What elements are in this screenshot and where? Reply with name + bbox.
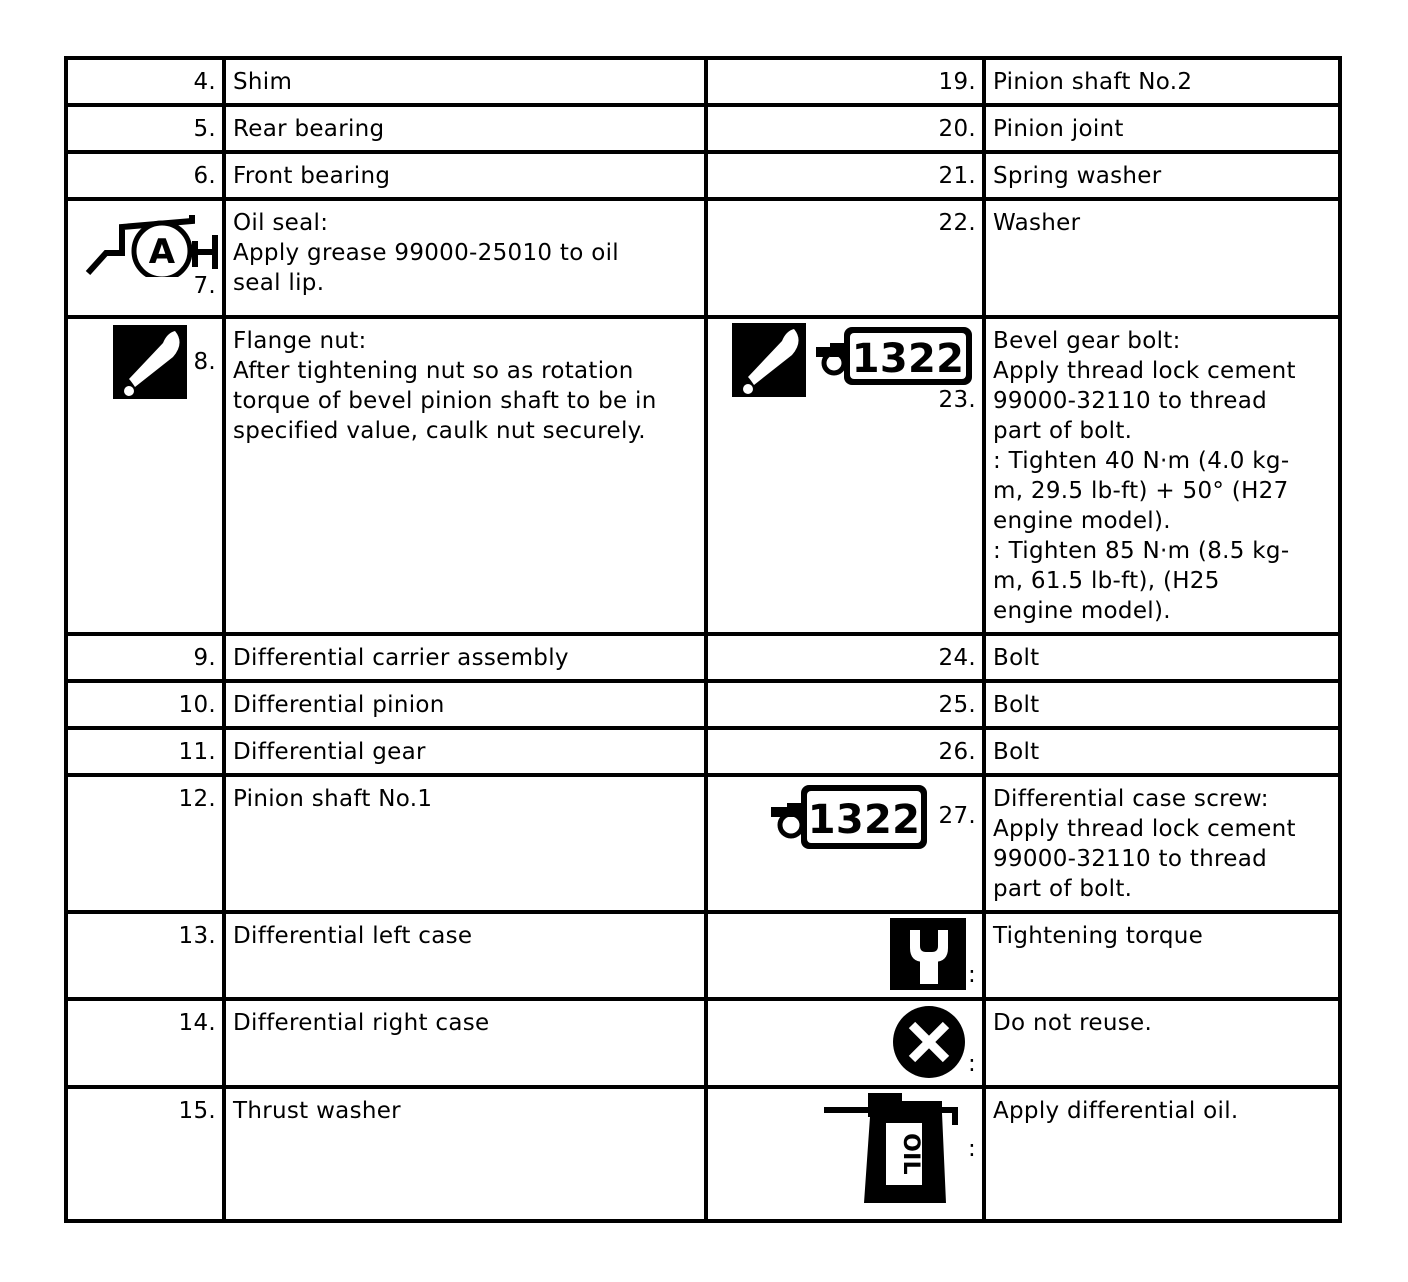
- item-number-cell: [706, 775, 984, 912]
- thread-lock-cement-icon: [765, 781, 931, 853]
- table-row: [66, 912, 1340, 999]
- item-description: Bolt: [984, 634, 1340, 681]
- wrench-icon: [890, 918, 966, 990]
- item-number: 23.: [938, 387, 976, 413]
- item-description: Tightening torque: [984, 912, 1340, 999]
- item-number: 15.: [66, 1087, 224, 1221]
- item-number: 27.: [938, 803, 976, 829]
- item-number: 9.: [66, 634, 224, 681]
- table-row: [66, 105, 1340, 152]
- item-number: 25.: [706, 681, 984, 728]
- item-description: Differential left case: [224, 912, 706, 999]
- item-description: Pinion joint: [984, 105, 1340, 152]
- item-number: 13.: [66, 912, 224, 999]
- parts-legend-table: [64, 56, 1342, 1223]
- item-number: 20.: [706, 105, 984, 152]
- thread-lock-cement-icon: [810, 323, 976, 389]
- table-row: [66, 199, 1340, 317]
- svg-text:1322: 1322: [851, 336, 965, 382]
- item-number: 10.: [66, 681, 224, 728]
- caulk-icon: [113, 325, 187, 399]
- item-number: 11.: [66, 728, 224, 775]
- item-number: 22.: [706, 199, 984, 317]
- item-description: Differential gear: [224, 728, 706, 775]
- legend-symbol-cell: [706, 912, 984, 999]
- svg-text:1322: 1322: [807, 797, 920, 843]
- item-description: Differential right case: [224, 999, 706, 1087]
- item-number: 4.: [66, 58, 224, 105]
- item-description: Bolt: [984, 681, 1340, 728]
- item-number-cell: [66, 199, 224, 317]
- item-description: Bevel gear bolt: Apply thread lock cement 99000-32110 to thread part of bolt. : Tighten 40 N·m (4.0 kg- m, 29.5 lb-ft) + 50° (H27 engine model). : Tighten 85 N·m (8.5 kg- m, 61.5 lb-ft), (H25 engine model).: [984, 317, 1340, 634]
- item-description: Shim: [224, 58, 706, 105]
- item-description: Thrust washer: [224, 1087, 706, 1221]
- grease-apply-icon: [84, 205, 220, 277]
- table-row: [66, 152, 1340, 199]
- svg-text:OIL: OIL: [897, 1133, 923, 1175]
- item-number: 6.: [66, 152, 224, 199]
- item-number: 7.: [193, 273, 216, 299]
- table-row: [66, 999, 1340, 1087]
- item-description: Oil seal: Apply grease 99000-25010 to oil seal lip.: [224, 199, 706, 317]
- table-row: [66, 317, 1340, 634]
- item-description: Differential carrier assembly: [224, 634, 706, 681]
- svg-text:A: A: [148, 232, 176, 272]
- item-description: Rear bearing: [224, 105, 706, 152]
- item-description: Spring washer: [984, 152, 1340, 199]
- item-number: 19.: [706, 58, 984, 105]
- item-description: Apply differential oil.: [984, 1087, 1340, 1221]
- legend-symbol-cell: [706, 999, 984, 1087]
- item-description: Flange nut: After tightening nut so as rotation torque of bevel pinion shaft to be in specified value, caulk nut securely.: [224, 317, 706, 634]
- oil-can-icon: [824, 1091, 966, 1207]
- item-description: Do not reuse.: [984, 999, 1340, 1087]
- table-row: [66, 728, 1340, 775]
- table-row: [66, 634, 1340, 681]
- item-number-cell: [66, 317, 224, 634]
- table-row: [66, 775, 1340, 912]
- item-description: Differential case screw: Apply thread lock cement 99000-32110 to thread part of bolt.: [984, 775, 1340, 912]
- item-description: Differential pinion: [224, 681, 706, 728]
- item-description: Washer: [984, 199, 1340, 317]
- do-not-reuse-icon: [892, 1005, 966, 1079]
- item-number: 21.: [706, 152, 984, 199]
- item-number: 26.: [706, 728, 984, 775]
- table-row: [66, 681, 1340, 728]
- symbol-colon: :: [967, 1136, 976, 1162]
- symbol-colon: :: [967, 962, 976, 988]
- item-number: 5.: [66, 105, 224, 152]
- item-description: Front bearing: [224, 152, 706, 199]
- item-number: 8.: [193, 349, 216, 375]
- item-number: 12.: [66, 775, 224, 912]
- legend-symbol-cell: [706, 1087, 984, 1221]
- item-number-cell: [706, 317, 984, 634]
- table-row: [66, 58, 1340, 105]
- table-row: [66, 1087, 1340, 1221]
- item-number: 24.: [706, 634, 984, 681]
- item-number: 14.: [66, 999, 224, 1087]
- symbol-colon: :: [967, 1051, 976, 1077]
- item-description: Bolt: [984, 728, 1340, 775]
- item-description: Pinion shaft No.2: [984, 58, 1340, 105]
- caulk-icon: [732, 323, 806, 397]
- item-description: Pinion shaft No.1: [224, 775, 706, 912]
